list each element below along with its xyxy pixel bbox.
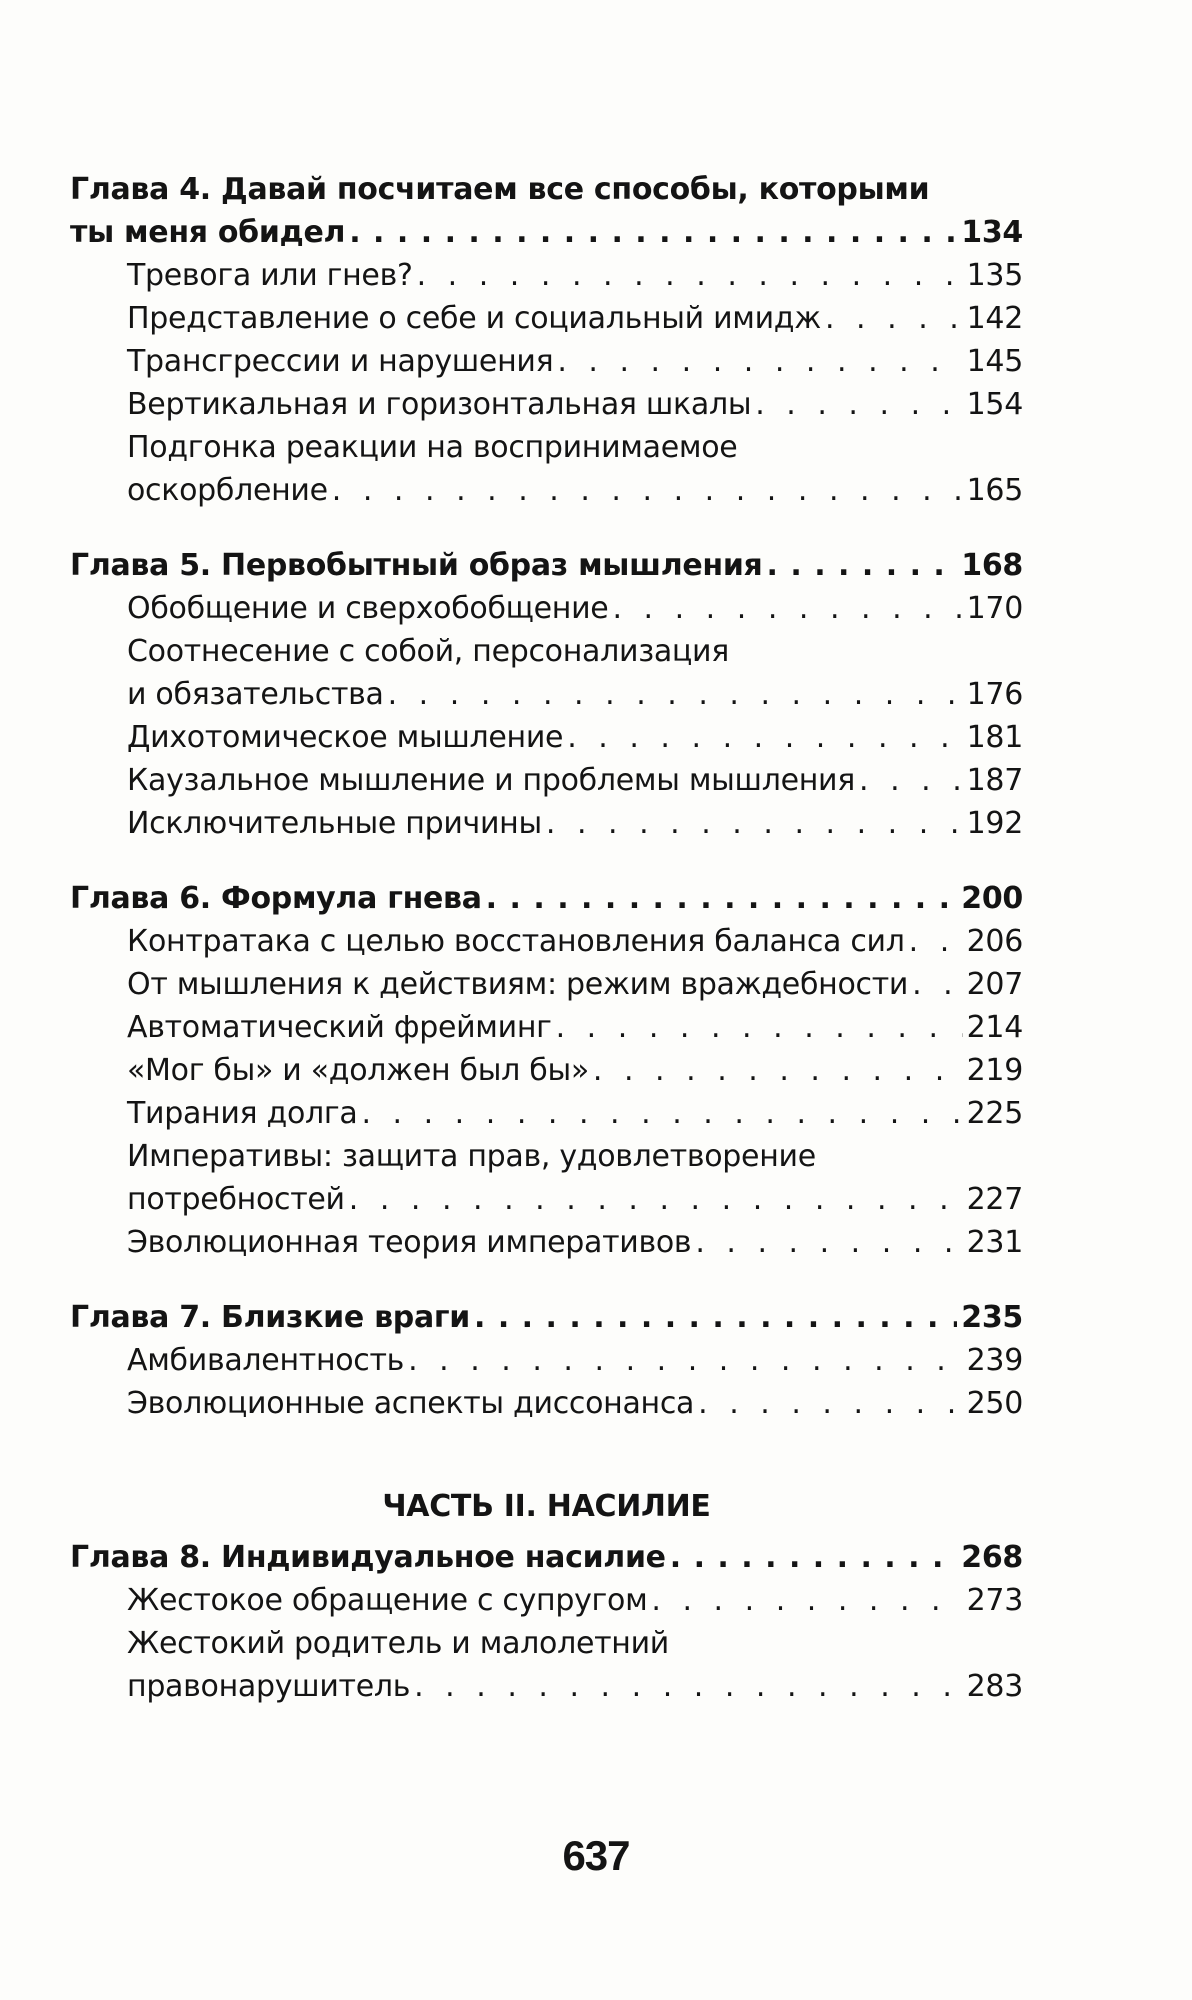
- dot-leader: [546, 802, 963, 845]
- table-of-contents: [70, 168, 1023, 1718]
- dot-leader: [349, 1178, 963, 1221]
- dot-leader: [698, 1382, 962, 1425]
- entry-title: «Мог бы» и «должен был бы»: [127, 1053, 589, 1088]
- entry-title: Дихотомическое мышление: [127, 720, 564, 755]
- dot-leader: [557, 340, 962, 383]
- toc-entry: [127, 1382, 1023, 1425]
- entry-page: 250: [966, 1386, 1023, 1421]
- entry-page: 181: [966, 720, 1023, 755]
- entry-page: 227: [966, 1182, 1023, 1217]
- toc-entry: [127, 759, 1023, 802]
- toc-entry: [127, 1339, 1023, 1382]
- entry-title: Вертикальная и горизонтальная шкалы: [127, 387, 752, 422]
- entry-page: 192: [966, 806, 1023, 841]
- entry-title: правонарушитель: [127, 1669, 411, 1704]
- chapter-5-sections: [70, 587, 1023, 845]
- toc-entry: [127, 340, 1023, 383]
- entry-page: 142: [966, 301, 1023, 336]
- dot-leader: [388, 673, 963, 716]
- entry-title: Трансгрессии и нарушения: [127, 344, 554, 379]
- dot-leader: [859, 759, 963, 802]
- dot-leader: [912, 963, 963, 1006]
- entry-page: 187: [966, 763, 1023, 798]
- entry-title: Эволюционные аспекты диссонанса: [127, 1386, 695, 1421]
- entry-page: 239: [966, 1343, 1023, 1378]
- entry-title: Представление о себе и социальный имидж: [127, 301, 821, 336]
- dot-leader: [825, 297, 963, 340]
- entry-page: 214: [966, 1010, 1023, 1045]
- toc-entry: [127, 920, 1023, 963]
- dot-leader: [486, 877, 958, 920]
- toc-entry: [127, 1049, 1023, 1092]
- chapter-title-line-1: Глава 4. Давай посчитаем все способы, которыми: [70, 172, 930, 207]
- chapter-title: [70, 168, 1023, 254]
- entry-title: Обобщение и сверхобобщение: [127, 591, 609, 626]
- chapter-6: [70, 877, 1023, 1264]
- chapter-4: [70, 168, 1023, 512]
- entry-title: Эволюционная теория императивов: [127, 1225, 692, 1260]
- entry-page: 176: [966, 677, 1023, 712]
- dot-leader: [414, 1665, 963, 1708]
- dot-leader: [332, 469, 963, 512]
- entry-title: Тревога или гнев?: [127, 258, 413, 293]
- dot-leader: [361, 1092, 962, 1135]
- chapter-7-sections: [70, 1339, 1023, 1425]
- chapter-4-sections: [70, 254, 1023, 512]
- toc-entry: [127, 587, 1023, 630]
- chapter-title-text: Глава 7. Близкие враги: [70, 1300, 470, 1335]
- chapter-title: [70, 544, 1023, 587]
- entry-title: Амбивалентность: [127, 1343, 405, 1378]
- chapter-title-line-2: ты меня обидел: [70, 215, 346, 250]
- page-number: 637: [562, 1832, 630, 1879]
- chapter-8-sections: [70, 1579, 1023, 1708]
- dot-leader: [670, 1536, 958, 1579]
- toc-entry: [127, 1178, 1023, 1221]
- dot-leader: [767, 544, 958, 587]
- toc-entry: [127, 802, 1023, 845]
- chapter-title-text: Глава 8. Индивидуальное насилие: [70, 1540, 666, 1575]
- entry-title: Жестокое обращение с супругом: [127, 1583, 648, 1618]
- entry-page: 206: [966, 924, 1023, 959]
- entry-title-line-1: Подгонка реакции на воспринимаемое: [127, 430, 738, 465]
- chapter-page-number: 134: [961, 215, 1023, 250]
- dot-leader: [474, 1296, 957, 1339]
- dot-leader: [556, 1006, 963, 1049]
- dot-leader: [695, 1221, 962, 1264]
- entry-page: 170: [966, 591, 1023, 626]
- chapter-page-number: 235: [961, 1300, 1023, 1335]
- entry-page: 273: [966, 1583, 1023, 1618]
- entry-page: 135: [966, 258, 1023, 293]
- toc-entry: [127, 673, 1023, 716]
- entry-title: Исключительные причины: [127, 806, 542, 841]
- entry-title: и обязательства: [127, 677, 384, 712]
- toc-entry: [127, 1092, 1023, 1135]
- entry-page: 154: [966, 387, 1023, 422]
- entry-title: Каузальное мышление и проблемы мышления: [127, 763, 855, 798]
- toc-entry: [127, 1665, 1023, 1708]
- entry-title: От мышления к действиям: режим враждебности: [127, 967, 909, 1002]
- entry-title-line-1: Соотнесение с собой, персонализация: [127, 634, 729, 669]
- entry-page: 225: [966, 1096, 1023, 1131]
- toc-entry: [127, 383, 1023, 426]
- toc-entry: [127, 469, 1023, 512]
- chapter-5: [70, 544, 1023, 845]
- chapter-page-number: 200: [961, 881, 1023, 916]
- dot-leader: [612, 587, 962, 630]
- chapter-page-number: 268: [961, 1540, 1023, 1575]
- entry-title-line-1: Императивы: защита прав, удовлетворение: [127, 1139, 816, 1174]
- entry-title: Автоматический фрейминг: [127, 1010, 552, 1045]
- entry-page: 219: [966, 1053, 1023, 1088]
- toc-entry: [127, 963, 1023, 1006]
- entry-page: 165: [966, 473, 1023, 508]
- chapter-title-text: Глава 6. Формула гнева: [70, 881, 482, 916]
- chapter-6-sections: [70, 920, 1023, 1264]
- dot-leader: [567, 716, 962, 759]
- toc-entry: [127, 254, 1023, 297]
- dot-leader: [755, 383, 962, 426]
- toc-entry: [127, 1221, 1023, 1264]
- entry-title: Контратака с целью восстановления баланса сил: [127, 924, 905, 959]
- dot-leader: [593, 1049, 963, 1092]
- chapter-title: [70, 1296, 1023, 1339]
- entry-title: оскорбление: [127, 473, 328, 508]
- dot-leader: [909, 920, 963, 963]
- entry-page: 231: [966, 1225, 1023, 1260]
- chapter-8: [70, 1536, 1023, 1708]
- entry-page: 207: [966, 967, 1023, 1002]
- dot-leader: [349, 211, 957, 254]
- toc-entry: [127, 716, 1023, 759]
- dot-leader: [408, 1339, 963, 1382]
- entry-title: потребностей: [127, 1182, 345, 1217]
- dot-leader: [417, 254, 963, 297]
- part-heading: ЧАСТЬ II. НАСИЛИЕ: [382, 1489, 711, 1524]
- entry-page: 283: [966, 1669, 1023, 1704]
- toc-entry: [127, 297, 1023, 340]
- entry-title-line-1: Жестокий родитель и малолетний: [127, 1626, 670, 1661]
- chapter-title-text: Глава 5. Первобытный образ мышления: [70, 548, 763, 583]
- toc-entry: [127, 1006, 1023, 1049]
- entry-title: Тирания долга: [127, 1096, 358, 1131]
- chapter-title: [70, 1536, 1023, 1579]
- entry-page: 145: [966, 344, 1023, 379]
- dot-leader: [651, 1579, 962, 1622]
- chapter-7: [70, 1296, 1023, 1425]
- chapter-page-number: 168: [961, 548, 1023, 583]
- chapter-title: [70, 877, 1023, 920]
- toc-entry: [127, 1579, 1023, 1622]
